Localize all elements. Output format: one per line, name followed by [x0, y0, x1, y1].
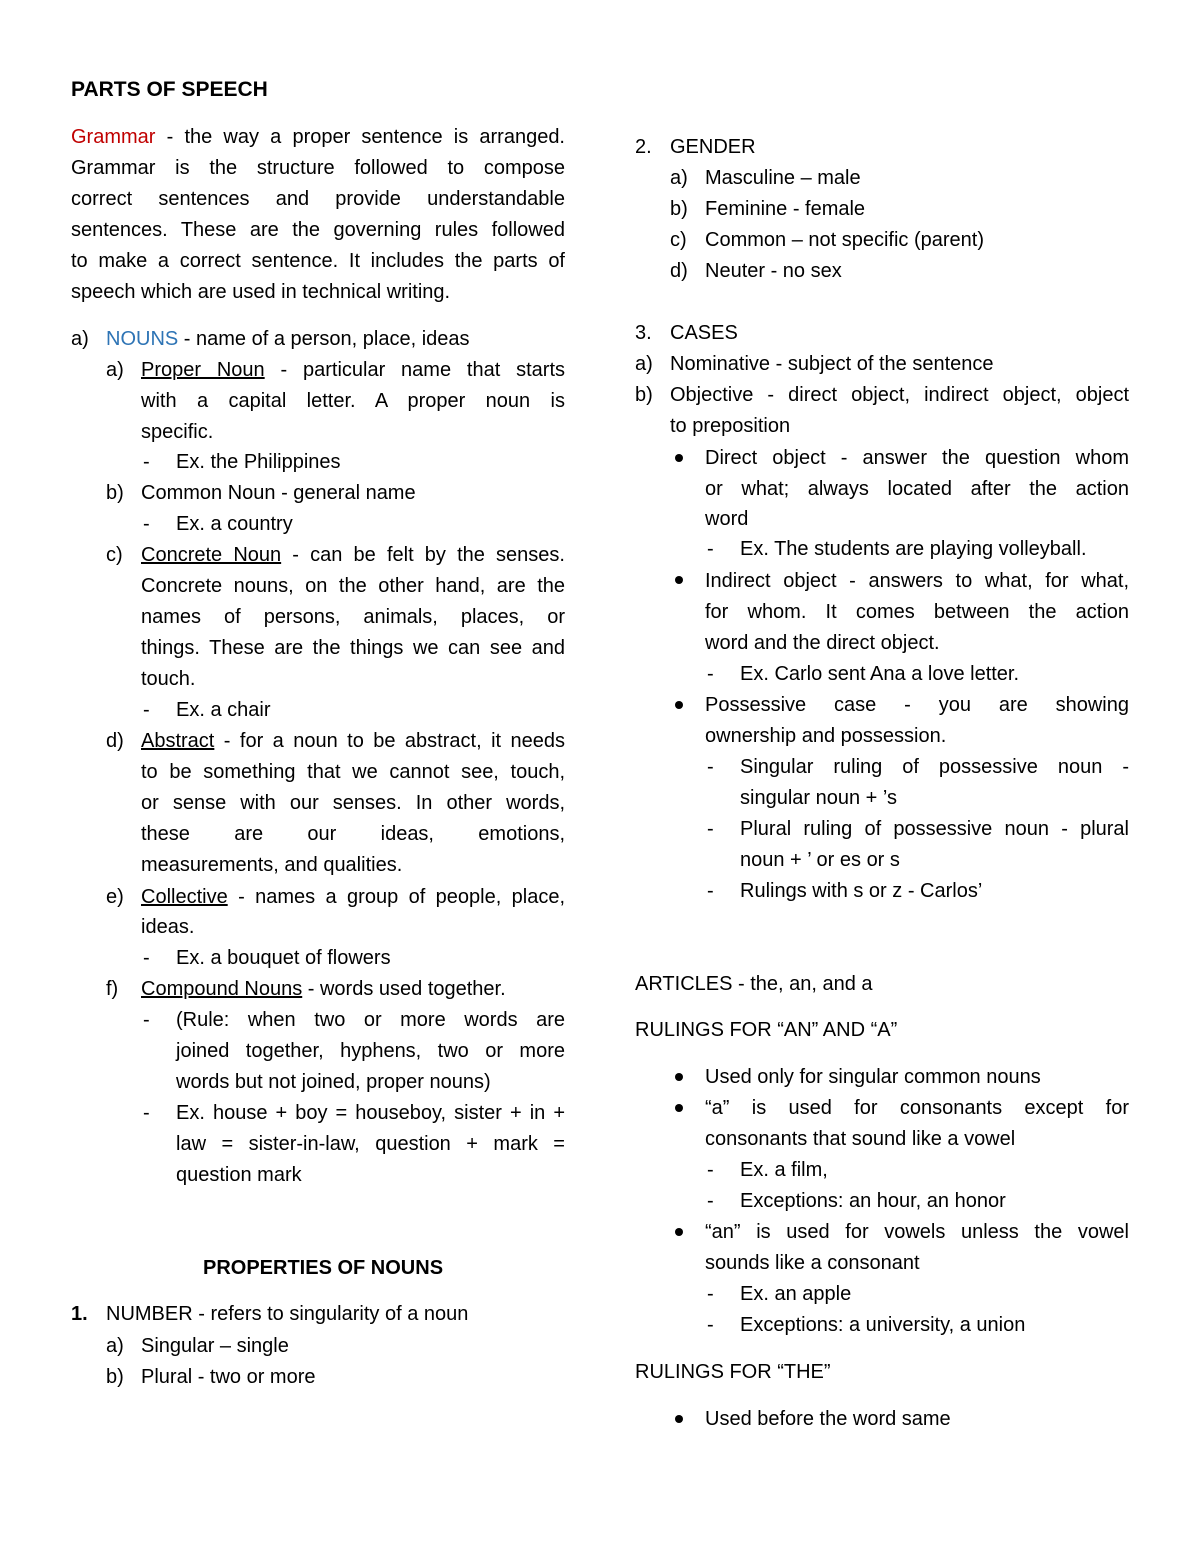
proper-noun-example: - Ex. the Philippines	[143, 451, 341, 473]
article-rule-2-line-2: consonants that sound like a vowel	[705, 1128, 1016, 1150]
cases-objective-line-2: to preposition	[670, 415, 791, 437]
proper-noun-line-2: with a capital letter. A proper noun is	[141, 390, 565, 412]
list-item-collective: e) Collective - names a group of people, place,	[106, 886, 565, 908]
the-heading: RULINGS FOR “THE”	[635, 1361, 831, 1383]
direct-object-line-3: word	[705, 508, 749, 530]
direct-object-line-2: or what; always located after the action	[705, 478, 1129, 500]
indirect-object-line-2: for whom. It comes between the action	[705, 601, 1129, 623]
article-rule-3-exceptions: - Exceptions: a university, a union	[707, 1314, 1026, 1336]
article-rule-2-exceptions: - Exceptions: an hour, an honor	[707, 1190, 1006, 1212]
abstract-line-4: these are our ideas, emotions,	[141, 823, 565, 845]
gender-heading: 2. GENDER	[635, 136, 756, 158]
list-item-abstract: d) Abstract - for a noun to be abstract, it needs	[106, 730, 565, 752]
grammar-term: Grammar	[71, 126, 156, 148]
article-rule-3-example: - Ex. an apple	[707, 1283, 852, 1305]
abstract-line-5: measurements, and qualities.	[141, 854, 403, 876]
nouns-heading: a) NOUNS - name of a person, place, ideas	[71, 328, 470, 350]
gender-item-common: c) Common – not specific (parent)	[670, 229, 985, 251]
article-rule-2-example: - Ex. a film,	[707, 1159, 828, 1181]
grammar-line-6: speech which are used in technical writing.	[71, 281, 451, 303]
bullet-icon	[675, 701, 683, 709]
concrete-noun-line-4: things. These are the things we can see and	[141, 637, 565, 659]
compound-rule-line-2: joined together, hyphens, two or more	[176, 1040, 565, 1062]
concrete-noun-line-5: touch.	[141, 668, 196, 690]
abstract-line-3: or sense with our senses. In other words,	[141, 792, 565, 814]
article-rule-1: Used only for singular common nouns	[705, 1066, 1041, 1088]
concrete-noun-line-2: Concrete nouns, on the other hand, are the	[141, 575, 565, 597]
list-item-compound-nouns: f) Compound Nouns - words used together.	[106, 978, 506, 1000]
bullet-icon	[675, 576, 683, 584]
the-rule-1: Used before the word same	[705, 1408, 951, 1430]
compound-example-line-3: question mark	[176, 1164, 302, 1186]
collective-line-2: ideas.	[141, 916, 195, 938]
gender-item-masculine: a) Masculine – male	[670, 167, 861, 189]
grammar-line-2: Grammar is the structure followed to compose	[71, 157, 565, 179]
number-item-singular: a) Singular – single	[106, 1335, 289, 1357]
compound-rule-line-3: words but not joined, proper nouns)	[176, 1071, 491, 1093]
possessive-line-2: ownership and possession.	[705, 725, 947, 747]
possessive-plural-line-2: noun + ’ or es or s	[740, 849, 900, 871]
concrete-noun-example: - Ex. a chair	[143, 699, 271, 721]
compound-rule-line-1: - (Rule: when two or more words are	[143, 1009, 565, 1031]
article-rule-3-line-2: sounds like a consonant	[705, 1252, 920, 1274]
bullet-icon	[675, 1415, 683, 1423]
page-title: PARTS OF SPEECH	[71, 78, 268, 101]
grammar-line-5: to make a correct sentence. It includes the parts of	[71, 250, 565, 272]
nouns-term: NOUNS	[106, 328, 179, 350]
compound-example-line-2: law = sister-in-law, question + mark =	[176, 1133, 565, 1155]
indirect-object-line-1: Indirect object - answers to what, for what,	[705, 570, 1129, 592]
possessive-singular-line-1: - Singular ruling of possessive noun -	[707, 756, 1129, 778]
bullet-icon	[675, 1104, 683, 1112]
list-item-proper-noun: a) Proper Noun - particular name that starts	[106, 359, 565, 381]
grammar-line-3: correct sentences and provide understandable	[71, 188, 565, 210]
an-a-heading: RULINGS FOR “AN” AND “A”	[635, 1019, 898, 1041]
possessive-line-1: Possessive case - you are showing	[705, 694, 1129, 716]
bullet-icon	[675, 1073, 683, 1081]
possessive-plural-line-1: - Plural ruling of possessive noun - plural	[707, 818, 1129, 840]
indirect-object-line-3: word and the direct object.	[705, 632, 940, 654]
possessive-singular-line-2: singular noun + ’s	[740, 787, 897, 809]
article-rule-2-line-1: “a” is used for consonants except for	[705, 1097, 1129, 1119]
abstract-line-2: to be something that we cannot see, touch,	[141, 761, 565, 783]
grammar-line-1: Grammar - the way a proper sentence is arranged.	[71, 126, 565, 148]
direct-object-line-1: Direct object - answer the question whom	[705, 447, 1129, 469]
article-rule-3-line-1: “an” is used for vowels unless the vowel	[705, 1221, 1129, 1243]
bullet-icon	[675, 1228, 683, 1236]
grammar-line-4: sentences. These are the governing rules followed	[71, 219, 565, 241]
number-heading: 1. NUMBER - refers to singularity of a noun	[71, 1303, 469, 1325]
compound-example-line-1: - Ex. house + boy = houseboy, sister + in +	[143, 1102, 565, 1124]
concrete-noun-line-3: names of persons, animals, places, or	[141, 606, 565, 628]
cases-item-objective: b) Objective - direct object, indirect object, object	[635, 384, 1129, 406]
indirect-object-example: - Ex. Carlo sent Ana a love letter.	[707, 663, 1020, 685]
bullet-icon	[675, 454, 683, 462]
gender-item-feminine: b) Feminine - female	[670, 198, 866, 220]
list-item-concrete-noun: c) Concrete Noun - can be felt by the senses.	[106, 544, 565, 566]
articles-line: ARTICLES - the, an, and a	[635, 973, 873, 995]
proper-noun-line-3: specific.	[141, 421, 214, 443]
list-item-common-noun: b) Common Noun - general name	[106, 482, 416, 504]
possessive-sz-line: - Rulings with s or z - Carlos’	[707, 880, 983, 902]
cases-item-nominative: a) Nominative - subject of the sentence	[635, 353, 994, 375]
number-item-plural: b) Plural - two or more	[106, 1366, 316, 1388]
gender-item-neuter: d) Neuter - no sex	[670, 260, 842, 282]
direct-object-example: - Ex. The students are playing volleyball.	[707, 538, 1087, 560]
common-noun-example: - Ex. a country	[143, 513, 293, 535]
collective-example: - Ex. a bouquet of flowers	[143, 947, 391, 969]
cases-heading: 3. CASES	[635, 322, 738, 344]
properties-heading: PROPERTIES OF NOUNS	[203, 1257, 444, 1279]
